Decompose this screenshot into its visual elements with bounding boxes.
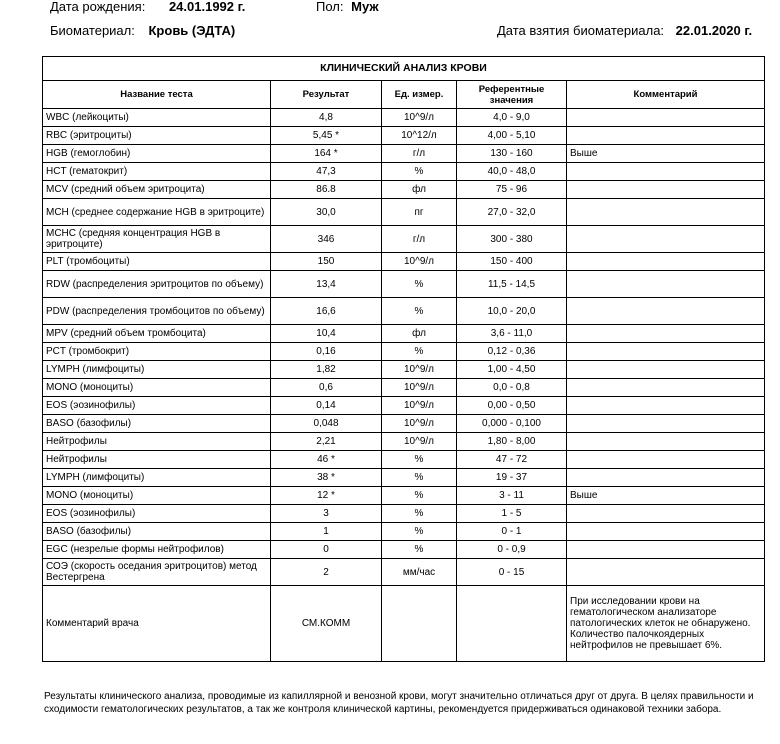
comment-cell bbox=[567, 109, 765, 127]
table-row bbox=[43, 181, 765, 199]
comment-cell bbox=[567, 163, 765, 181]
unit-cell: 10^9/л bbox=[382, 397, 457, 415]
test-name-cell: PCT (тромбокрит) bbox=[43, 343, 271, 361]
reference-cell: 0,000 - 0,100 bbox=[457, 415, 567, 433]
result-cell: 3 bbox=[271, 505, 382, 523]
result-cell: 38 * bbox=[271, 469, 382, 487]
doctor-comment-row bbox=[43, 586, 765, 662]
test-name-cell: EOS (эозинофилы) bbox=[43, 505, 271, 523]
result-cell: 1,82 bbox=[271, 361, 382, 379]
unit-cell: 10^9/л bbox=[382, 379, 457, 397]
test-name-cell: Нейтрофилы bbox=[43, 451, 271, 469]
comment-cell: Выше bbox=[567, 487, 765, 505]
table-row bbox=[43, 145, 765, 163]
unit-cell: мм/час bbox=[382, 559, 457, 586]
unit-cell: фл bbox=[382, 181, 457, 199]
comment-cell bbox=[567, 361, 765, 379]
comment-cell: Выше bbox=[567, 145, 765, 163]
table-row bbox=[43, 397, 765, 415]
result-cell: 16,6 bbox=[271, 298, 382, 325]
table-row bbox=[43, 127, 765, 145]
unit-cell: % bbox=[382, 487, 457, 505]
doctor-comment-text: При исследовании крови на гематологическом анализаторе патологических клеток не обнаружено. Количество палочкоядерных нейтрофилов не превышает 6%. bbox=[567, 586, 765, 662]
comment-cell bbox=[567, 469, 765, 487]
test-name-cell: BASO (базофилы) bbox=[43, 415, 271, 433]
result-cell: 5,45 * bbox=[271, 127, 382, 145]
comment-cell bbox=[567, 226, 765, 253]
reference-cell: 150 - 400 bbox=[457, 253, 567, 271]
table-row bbox=[43, 361, 765, 379]
reference-cell: 0 - 0,9 bbox=[457, 541, 567, 559]
dob-field bbox=[50, 0, 245, 14]
result-cell: 13,4 bbox=[271, 271, 382, 298]
dob-label: Дата рождения: bbox=[50, 0, 146, 14]
result-cell: 46 * bbox=[271, 451, 382, 469]
result-cell: 0,048 bbox=[271, 415, 382, 433]
reference-cell: 0,00 - 0,50 bbox=[457, 397, 567, 415]
biomaterial-value: Кровь (ЭДТА) bbox=[148, 23, 236, 38]
result-cell: 0,16 bbox=[271, 343, 382, 361]
test-name-cell: MONO (моноциты) bbox=[43, 487, 271, 505]
sample-date-value: 22.01.2020 г. bbox=[675, 23, 753, 38]
unit-cell: % bbox=[382, 469, 457, 487]
reference-cell: 0,12 - 0,36 bbox=[457, 343, 567, 361]
biomaterial-field bbox=[50, 23, 235, 38]
comment-cell bbox=[567, 181, 765, 199]
result-cell: 47,3 bbox=[271, 163, 382, 181]
unit-cell: % bbox=[382, 298, 457, 325]
table-row bbox=[43, 163, 765, 181]
table-row bbox=[43, 379, 765, 397]
unit-cell: % bbox=[382, 271, 457, 298]
comment-cell bbox=[567, 433, 765, 451]
sex-field bbox=[316, 0, 379, 14]
test-name-cell: MCHC (средняя концентрация HGB в эритроците) bbox=[43, 226, 271, 253]
table-row bbox=[43, 253, 765, 271]
table-row bbox=[43, 271, 765, 298]
comment-cell bbox=[567, 271, 765, 298]
table-row bbox=[43, 505, 765, 523]
comment-cell bbox=[567, 379, 765, 397]
test-name-cell: WBC (лейкоциты) bbox=[43, 109, 271, 127]
reference-cell: 47 - 72 bbox=[457, 451, 567, 469]
test-name-cell: MCH (среднее содержание HGB в эритроците) bbox=[43, 199, 271, 226]
reference-cell: 40,0 - 48,0 bbox=[457, 163, 567, 181]
reference-cell: 1,00 - 4,50 bbox=[457, 361, 567, 379]
reference-cell: 4,00 - 5,10 bbox=[457, 127, 567, 145]
comment-cell bbox=[567, 415, 765, 433]
comment-cell bbox=[567, 451, 765, 469]
column-header-reference: Референтные значения bbox=[457, 81, 567, 109]
reference-cell: 10,0 - 20,0 bbox=[457, 298, 567, 325]
comment-cell bbox=[567, 505, 765, 523]
comment-cell bbox=[567, 298, 765, 325]
sex-value: Муж bbox=[351, 0, 379, 14]
reference-cell: 0 - 1 bbox=[457, 523, 567, 541]
unit-cell: г/л bbox=[382, 145, 457, 163]
column-header-unit: Ед. измер. bbox=[382, 81, 457, 109]
column-header-name: Название теста bbox=[43, 81, 271, 109]
reference-cell: 3 - 11 bbox=[457, 487, 567, 505]
unit-cell: 10^12/л bbox=[382, 127, 457, 145]
unit-cell: пг bbox=[382, 199, 457, 226]
result-cell: 0,14 bbox=[271, 397, 382, 415]
table-row bbox=[43, 325, 765, 343]
test-name-cell: MPV (средний объем тромбоцита) bbox=[43, 325, 271, 343]
doctor-comment-label: Комментарий врача bbox=[43, 586, 271, 662]
test-name-cell: HCT (гематокрит) bbox=[43, 163, 271, 181]
result-cell: 10,4 bbox=[271, 325, 382, 343]
footer-note: Результаты клинического анализа, проводимые из капиллярной и венозной крови, могут значительно отличаться друг от друга. В целях правильности и сходимости гематологических результатов, а так же контроля клинической картины, рекомендуется придерживаться одинаковой техники забора. bbox=[44, 691, 754, 715]
reference-cell: 0 - 15 bbox=[457, 559, 567, 586]
table-row bbox=[43, 433, 765, 451]
doctor-comment-unit bbox=[382, 586, 457, 662]
result-cell: 30,0 bbox=[271, 199, 382, 226]
table-row bbox=[43, 559, 765, 586]
doctor-comment-reference bbox=[457, 586, 567, 662]
comment-cell bbox=[567, 325, 765, 343]
table-row bbox=[43, 451, 765, 469]
reference-cell: 19 - 37 bbox=[457, 469, 567, 487]
result-cell: 0 bbox=[271, 541, 382, 559]
table-row bbox=[43, 109, 765, 127]
reference-cell: 1 - 5 bbox=[457, 505, 567, 523]
result-cell: 12 * bbox=[271, 487, 382, 505]
comment-cell bbox=[567, 253, 765, 271]
column-header-comment: Комментарий bbox=[567, 81, 765, 109]
comment-cell bbox=[567, 523, 765, 541]
table-row bbox=[43, 199, 765, 226]
result-cell: 346 bbox=[271, 226, 382, 253]
unit-cell: 10^9/л bbox=[382, 109, 457, 127]
test-name-cell: RBC (эритроциты) bbox=[43, 127, 271, 145]
table-row bbox=[43, 415, 765, 433]
result-cell: 4,8 bbox=[271, 109, 382, 127]
comment-cell bbox=[567, 343, 765, 361]
table-row bbox=[43, 469, 765, 487]
test-name-cell: LYMPH (лимфоциты) bbox=[43, 361, 271, 379]
test-name-cell: EGC (незрелые формы нейтрофилов) bbox=[43, 541, 271, 559]
test-name-cell: EOS (эозинофилы) bbox=[43, 397, 271, 415]
test-name-cell: LYMPH (лимфоциты) bbox=[43, 469, 271, 487]
reference-cell: 4,0 - 9,0 bbox=[457, 109, 567, 127]
comment-cell bbox=[567, 199, 765, 226]
table-header-row bbox=[43, 81, 765, 109]
unit-cell: % bbox=[382, 541, 457, 559]
reference-cell: 11,5 - 14,5 bbox=[457, 271, 567, 298]
test-name-cell: RDW (распределения эритроцитов по объему) bbox=[43, 271, 271, 298]
unit-cell: % bbox=[382, 163, 457, 181]
result-cell: 150 bbox=[271, 253, 382, 271]
result-cell: 0,6 bbox=[271, 379, 382, 397]
unit-cell: % bbox=[382, 505, 457, 523]
doctor-comment-result: СМ.КОММ bbox=[271, 586, 382, 662]
test-name-cell: MCV (средний объем эритроцита) bbox=[43, 181, 271, 199]
table-row bbox=[43, 298, 765, 325]
unit-cell: фл bbox=[382, 325, 457, 343]
unit-cell: % bbox=[382, 523, 457, 541]
reference-cell: 3,6 - 11,0 bbox=[457, 325, 567, 343]
table-row bbox=[43, 523, 765, 541]
dob-value: 24.01.1992 г. bbox=[168, 0, 246, 14]
unit-cell: 10^9/л bbox=[382, 415, 457, 433]
test-name-cell: MONO (моноциты) bbox=[43, 379, 271, 397]
result-cell: 86.8 bbox=[271, 181, 382, 199]
reference-cell: 130 - 160 bbox=[457, 145, 567, 163]
unit-cell: г/л bbox=[382, 226, 457, 253]
sample-date-label: Дата взятия биоматериала: bbox=[497, 23, 665, 38]
test-name-cell: HGB (гемоглобин) bbox=[43, 145, 271, 163]
reference-cell: 0,0 - 0,8 bbox=[457, 379, 567, 397]
test-name-cell: СОЭ (скорость оседания эритроцитов) метод Вестергрена bbox=[43, 559, 271, 586]
reference-cell: 1,80 - 8,00 bbox=[457, 433, 567, 451]
test-name-cell: BASO (базофилы) bbox=[43, 523, 271, 541]
sex-label: Пол: bbox=[316, 0, 344, 14]
unit-cell: 10^9/л bbox=[382, 433, 457, 451]
unit-cell: 10^9/л bbox=[382, 253, 457, 271]
table-row bbox=[43, 343, 765, 361]
result-cell: 2,21 bbox=[271, 433, 382, 451]
result-cell: 1 bbox=[271, 523, 382, 541]
comment-cell bbox=[567, 397, 765, 415]
unit-cell: % bbox=[382, 343, 457, 361]
reference-cell: 300 - 380 bbox=[457, 226, 567, 253]
comment-cell bbox=[567, 559, 765, 586]
result-cell: 2 bbox=[271, 559, 382, 586]
unit-cell: 10^9/л bbox=[382, 361, 457, 379]
test-name-cell: PDW (распределения тромбоцитов по объему) bbox=[43, 298, 271, 325]
comment-cell bbox=[567, 127, 765, 145]
column-header-result: Результат bbox=[271, 81, 382, 109]
table-row bbox=[43, 541, 765, 559]
test-name-cell: Нейтрофилы bbox=[43, 433, 271, 451]
sample-date-field bbox=[497, 23, 752, 38]
table-title-row bbox=[43, 57, 765, 81]
table-title: КЛИНИЧЕСКИЙ АНАЛИЗ КРОВИ bbox=[43, 57, 765, 81]
results-table bbox=[42, 56, 765, 662]
unit-cell: % bbox=[382, 451, 457, 469]
reference-cell: 75 - 96 bbox=[457, 181, 567, 199]
test-name-cell: PLT (тромбоциты) bbox=[43, 253, 271, 271]
table-row bbox=[43, 226, 765, 253]
biomaterial-label: Биоматериал: bbox=[50, 23, 135, 38]
comment-cell bbox=[567, 541, 765, 559]
reference-cell: 27,0 - 32,0 bbox=[457, 199, 567, 226]
table-row bbox=[43, 487, 765, 505]
result-cell: 164 * bbox=[271, 145, 382, 163]
